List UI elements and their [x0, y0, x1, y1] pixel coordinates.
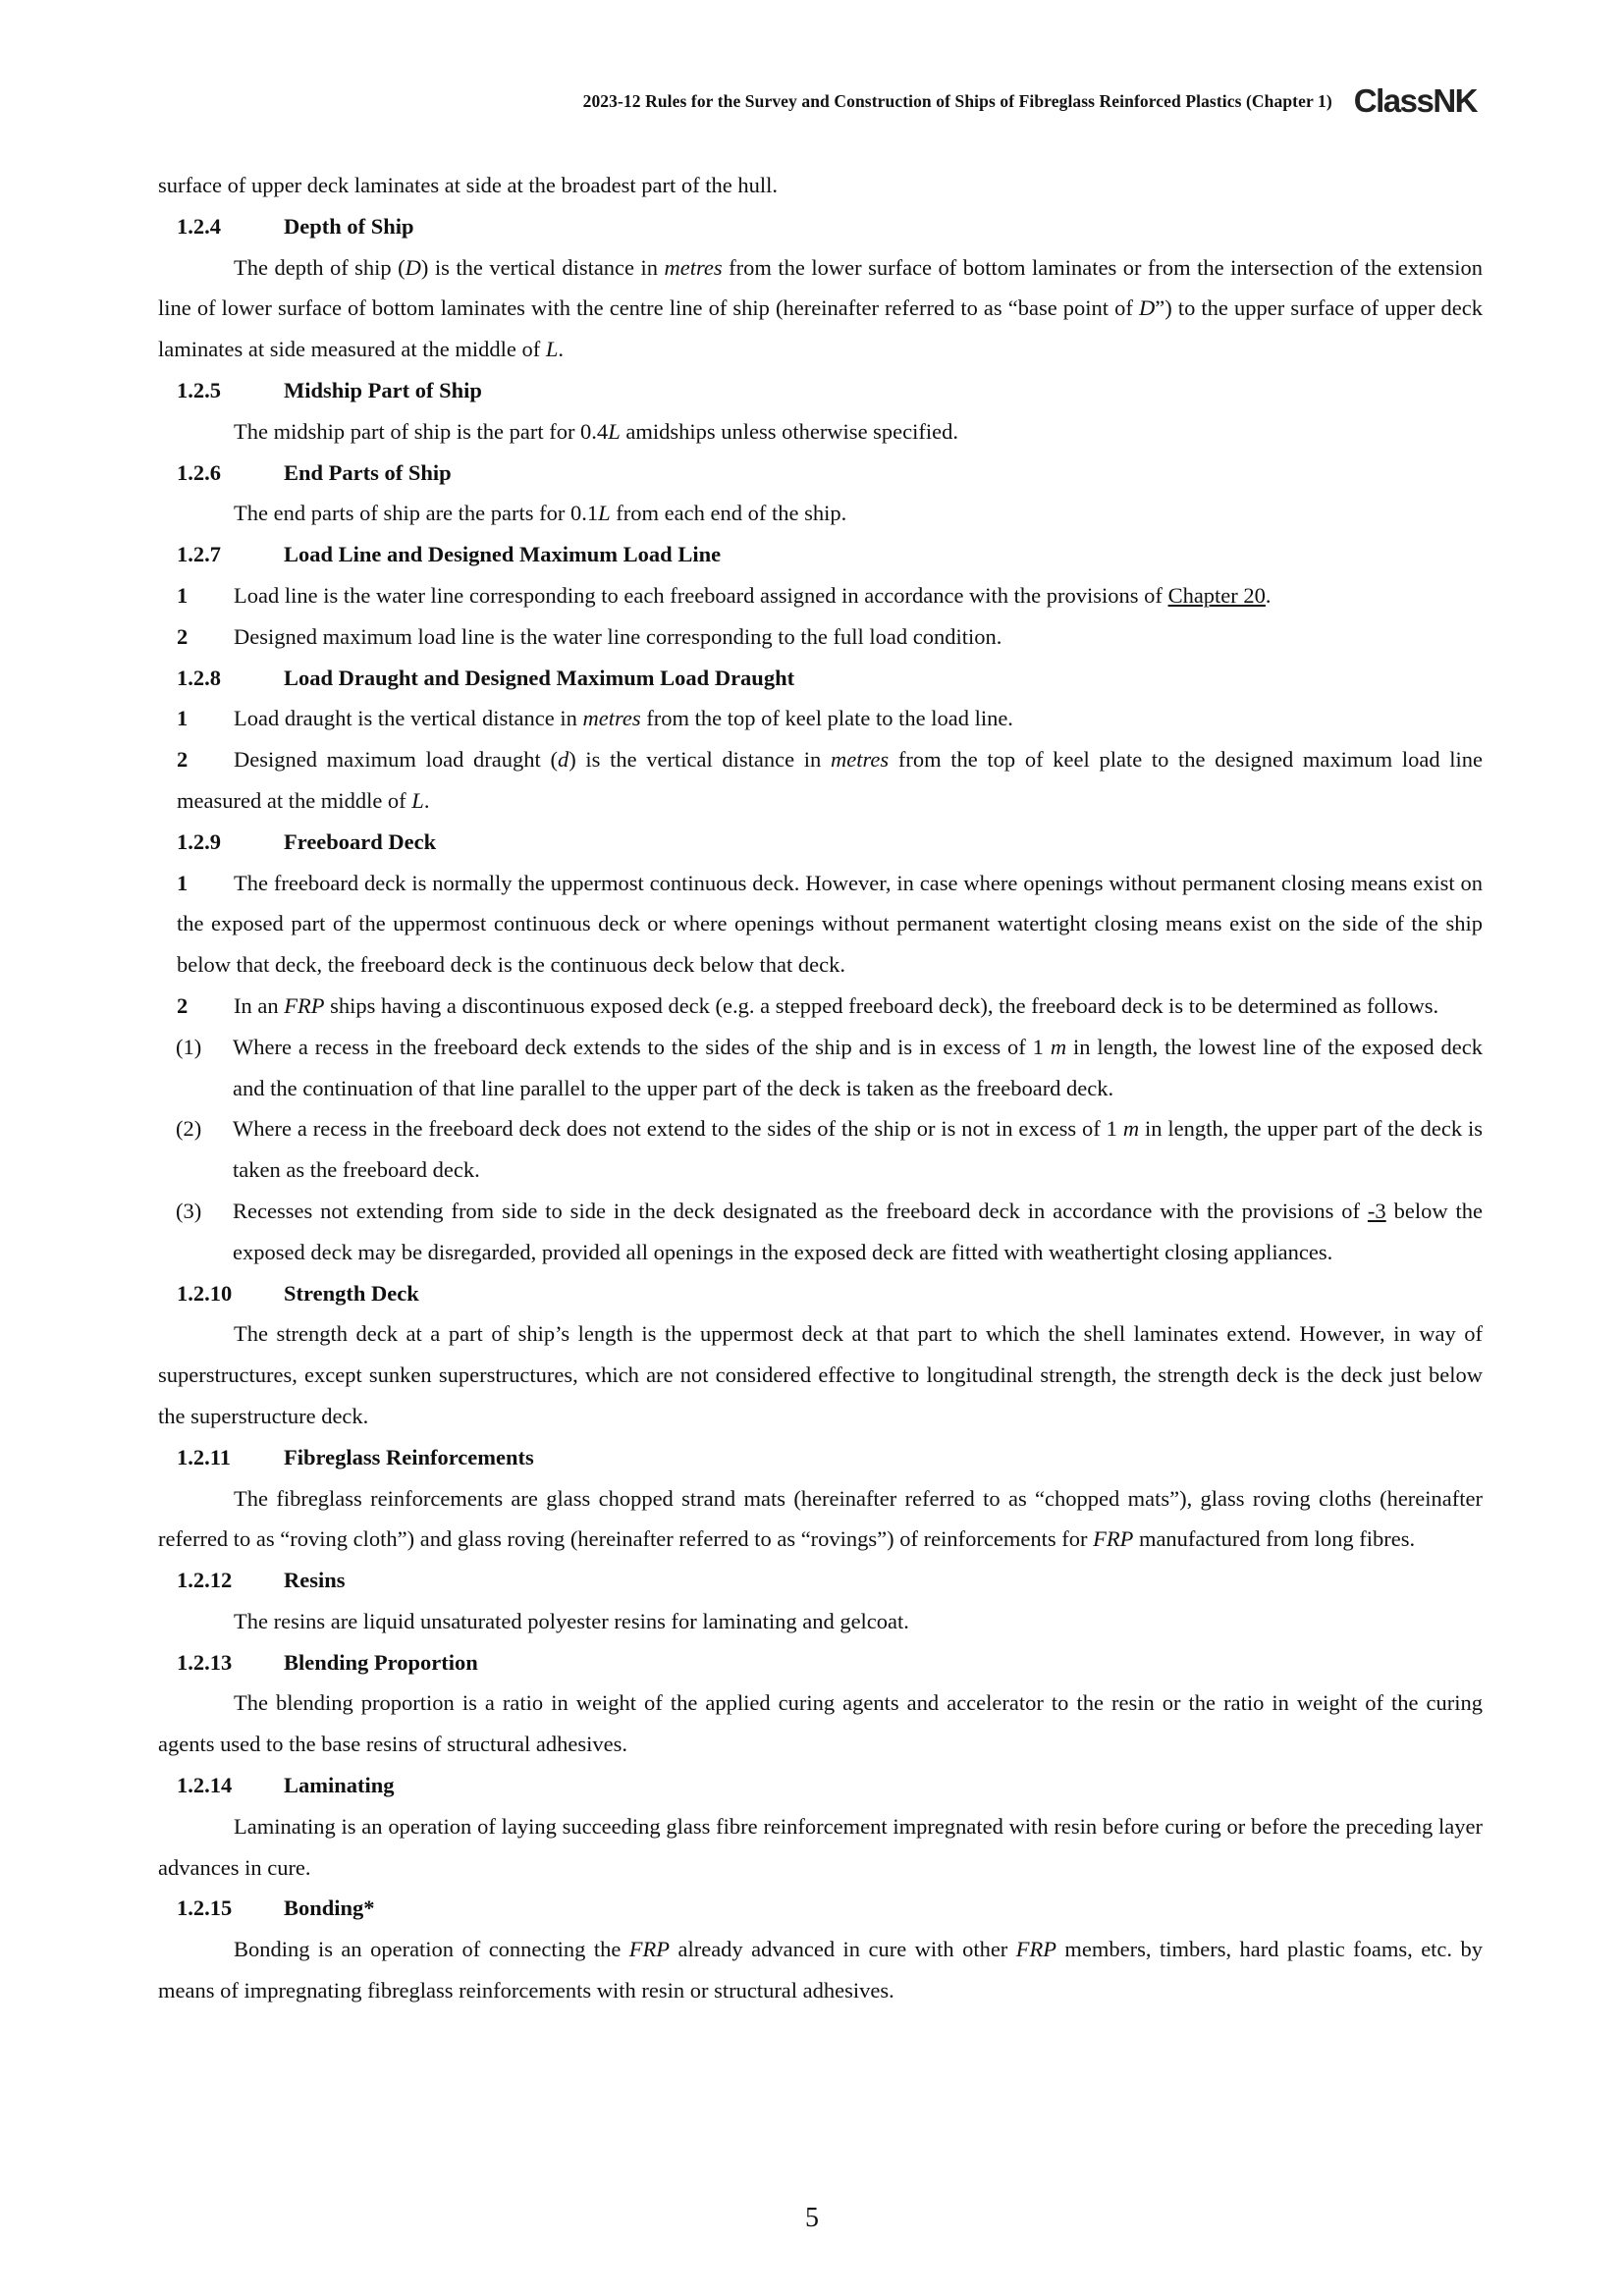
heading-1-2-15: 1.2.15 Bonding* — [177, 1896, 375, 1921]
para-midship: The midship part of ship is the part for 0.4L amidships unless otherwise specified. — [234, 418, 959, 444]
heading-1-2-13: 1.2.13 Blending Proportion — [177, 1649, 478, 1675]
page-header — [583, 82, 1477, 120]
list-item-freeboard-3: (3) Recesses not extending from side to side in the deck designated as the freeboard deck in accordance with the provisions of -3 below the exposed deck may be disregarded, provided all openings in the exposed deck are fitted with weathertight closing appliances. — [176, 1198, 1483, 1264]
heading-1-2-4: 1.2.4 Depth of Ship — [177, 213, 414, 239]
heading-1-2-5: 1.2.5 Midship Part of Ship — [177, 377, 482, 402]
list-item-freeboard-2: (2) Where a recess in the freeboard deck does not extend to the sides of the ship or is not in excess of 1 m in length, the upper part of the deck is taken as the freeboard deck. — [176, 1116, 1483, 1183]
para-end-parts: The end parts of ship are the parts for 0.1L from each end of the ship. — [234, 501, 847, 526]
para-strength-deck: The strength deck at a part of ship’s length is the uppermost deck at that part to which the shell laminates extend. However, in way of superstructures, except sunken superstructures, which are not considered effective to longitudinal strength, the strength deck is the deck just below the superstructure deck. — [158, 1321, 1483, 1428]
heading-1-2-10: 1.2.10 Strength Deck — [177, 1280, 419, 1306]
link-chapter-20[interactable]: Chapter 20 — [1167, 582, 1266, 608]
heading-1-2-14: 1.2.14 Laminating — [177, 1773, 395, 1798]
document-body — [158, 165, 1483, 2011]
heading-1-2-11: 1.2.11 Fibreglass Reinforcements — [177, 1444, 534, 1469]
para-load-line-2: 2 Designed maximum load line is the water line corresponding to the full load condition. — [177, 623, 1002, 649]
list-item-freeboard-1: (1) Where a recess in the freeboard deck extends to the sides of the ship and is in excess of 1 m in length, the lowest line of the exposed deck and the continuation of that line parallel to the upper part of the deck is taken as the freeboard deck. — [176, 1034, 1483, 1100]
para-load-draught-2: 2 Designed maximum load draught (d) is the vertical distance in metres from the top of keel plate to the designed maximum load line measured at the middle of L. — [177, 747, 1483, 813]
intro-text: surface of upper deck laminates at side at the broadest part of the hull. — [158, 173, 779, 197]
para-freeboard-1: 1 The freeboard deck is normally the uppermost continuous deck. However, in case where openings without permanent closing means exist on the exposed part of the uppermost continuous deck or where openings without permanent watertight closing means exist on the side of the ship below that deck, the freeboard deck is the continuous deck below that deck. — [177, 870, 1483, 978]
page-number: 5 — [805, 2203, 819, 2233]
para-depth-of-ship: The depth of ship (D) is the vertical distance in metres from the lower surface of bottom laminates or from the intersection of the extension line of lower surface of bottom laminates with the centre line of ship (hereinafter referred to as “base point of D”) to the upper surface of upper deck laminates at side measured at the middle of L. — [158, 254, 1484, 362]
para-bonding: Bonding is an operation of connecting the FRP already advanced in cure with other FRP members, timbers, hard plastic foams, etc. by means of impregnating fibreglass reinforcements with resin or structural adhesives. — [158, 1937, 1483, 2003]
para-load-draught-1: 1 Load draught is the vertical distance in metres from the top of keel plate to the load line. — [177, 706, 1013, 731]
heading-1-2-8: 1.2.8 Load Draught and Designed Maximum Load Draught — [177, 665, 795, 690]
heading-1-2-7: 1.2.7 Load Line and Designed Maximum Load Line — [177, 542, 722, 567]
heading-1-2-6: 1.2.6 End Parts of Ship — [177, 459, 452, 485]
para-load-line-1: 1 Load line is the water line corresponding to each freeboard assigned in accordance with the provisions of Chapter 20. — [177, 582, 1272, 608]
para-freeboard-2: 2 In an FRP ships having a discontinuous exposed deck (e.g. a stepped freeboard deck), the freeboard deck is to be determined as follows. — [177, 992, 1439, 1018]
classnk-logo: ClassNK — [1353, 82, 1477, 119]
header-title: 2023-12 Rules for the Survey and Construction of Ships of Fibreglass Reinforced Plastics (Chapter 1) — [582, 90, 1332, 111]
para-fibreglass: The fibreglass reinforcements are glass chopped strand mats (hereinafter referred to as “chopped mats”), glass roving cloths (hereinafter referred to as “roving cloth”) and glass roving (hereinafter referred to as “rovings”) of reinforcements for FRP manufactured from long fibres. — [158, 1485, 1483, 1552]
para-blending: The blending proportion is a ratio in weight of the applied curing agents and accelerator to the resin or the ratio in weight of the curing agents used to the base resins of structural adhesives. — [158, 1690, 1483, 1757]
para-laminating: Laminating is an operation of laying succeeding glass fibre reinforcement impregnated with resin before curing or before the preceding layer advances in cure. — [158, 1813, 1483, 1880]
para-resins: The resins are liquid unsaturated polyester resins for laminating and gelcoat. — [234, 1608, 909, 1633]
link-minus-3[interactable]: -3 — [1367, 1198, 1386, 1223]
heading-1-2-12: 1.2.12 Resins — [177, 1568, 346, 1593]
heading-1-2-9: 1.2.9 Freeboard Deck — [177, 828, 437, 854]
